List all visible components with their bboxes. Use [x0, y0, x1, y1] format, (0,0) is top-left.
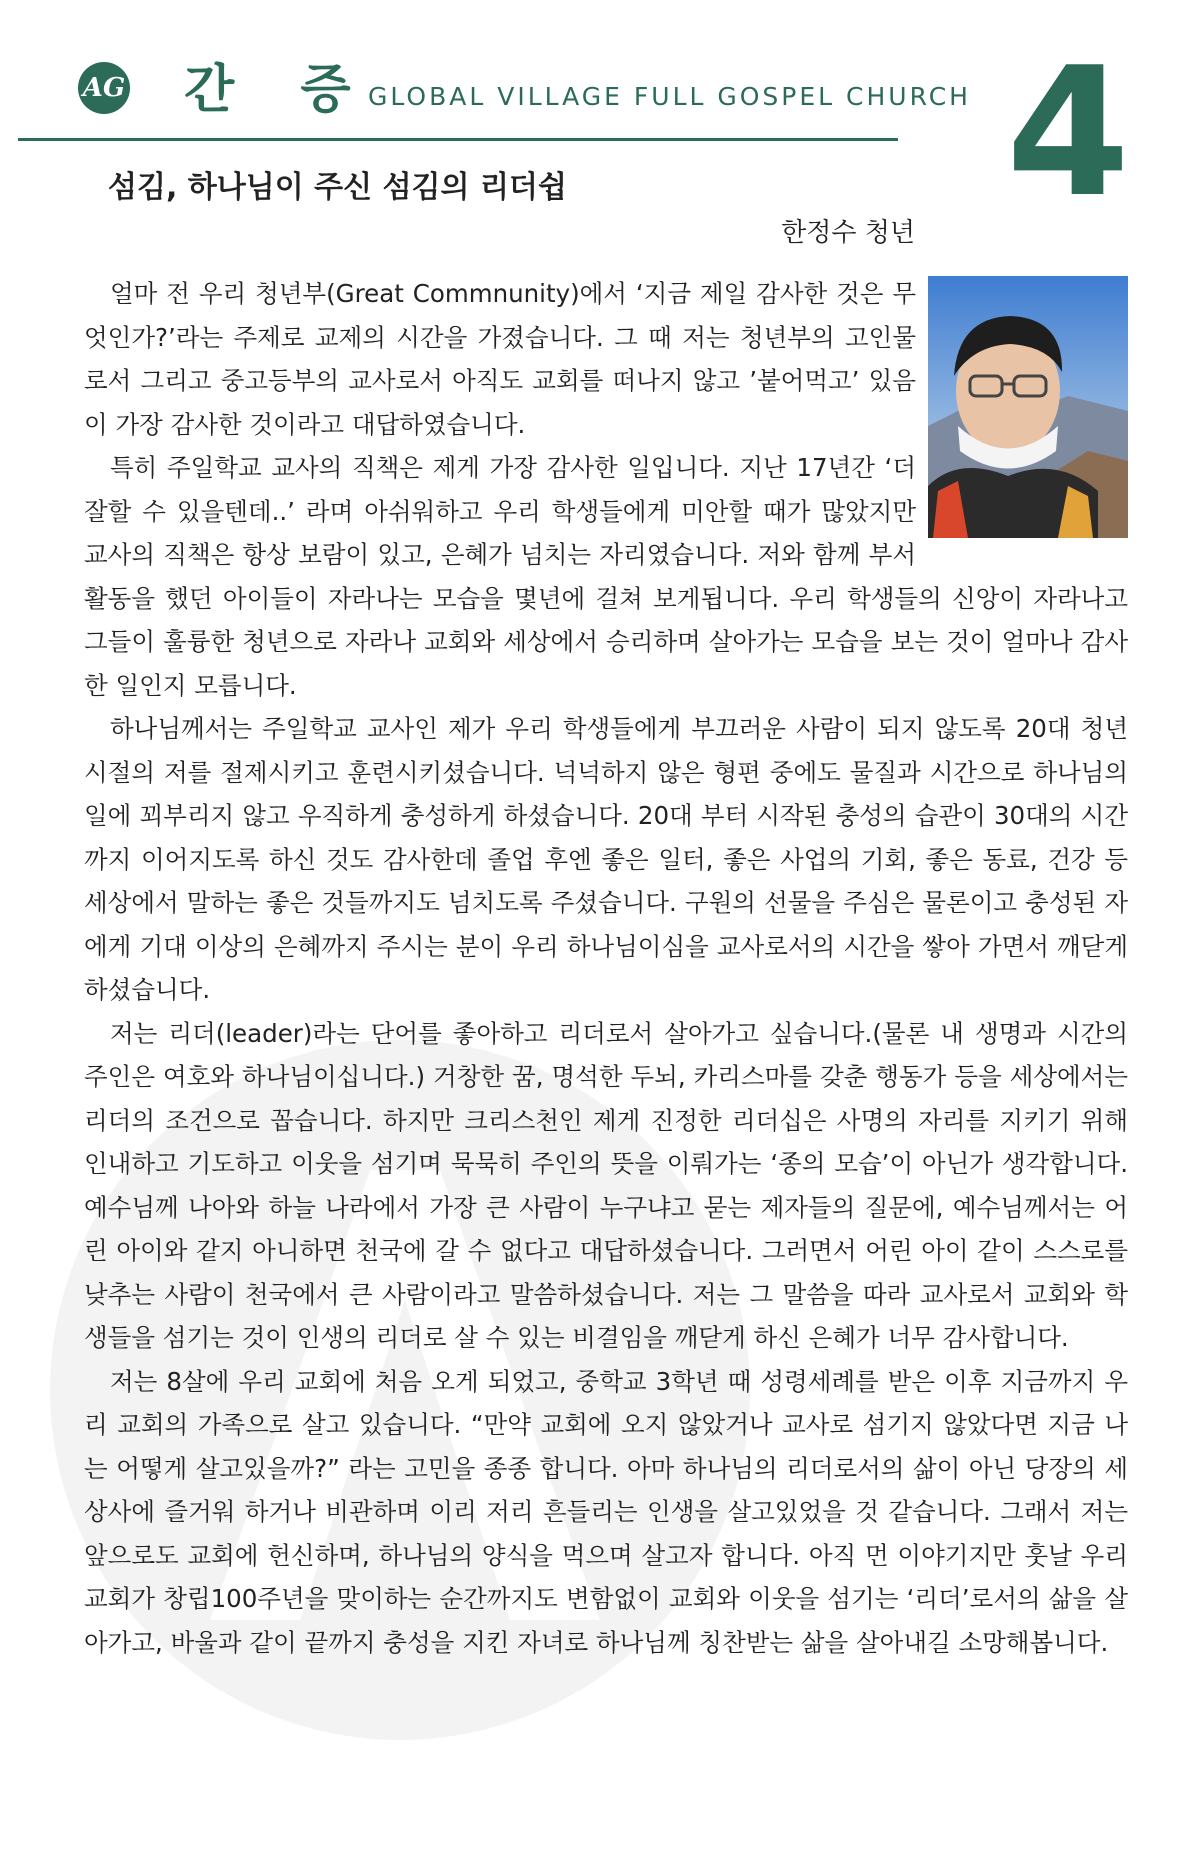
- paragraph: 저는 8살에 우리 교회에 처음 오게 되었고, 중학교 3학년 때 성령세례를 받은 이후 지금까지 우리 교회의 가족으로 살고 있습니다. “만약 교회에 오지 않았거나 교사로 섬기지 않았다면 지금 나는 어떻게 살고있을까?” 라는 고민을 종종 합니다. 아마 하나님의 리더로서의 삶이 아닌 당장의 세상사에 즐거워 하거나 비관하며 이리 저리 흔들리는 인생을 살고있었을 것 같습니다. 그래서 저는 앞으로도 교회에 헌신하며, 하나님의 양식을 먹으며 살고자 합니다. 아직 먼 이야기지만 훗날 우리 교회가 창립100주년을 맞이하는 순간까지도 변함없이 교회와 이웃을 섬기는 ‘리더’로서의 삶을 살아가고, 바울과 같이 끝까지 충성을 지킨 자녀로 하나님께 칭찬받는 삶을 살아내길 소망해봅니다.: [84, 1366, 1128, 1657]
- paragraph: 얼마 전 우리 청년부(Great Commnunity)에서 ‘지금 제일 감사한 것은 무엇인가?’라는 주제로 교제의 시간을 가졌습니다. 그 때 저는 청년부의 고인물로서 그리고 중고등부의 교사로서 아직도 교회를 떠나지 않고 ’붙어먹고’ 있음이 가장 감사한 것이라고 대답하였습니다.: [84, 279, 916, 439]
- header-divider: [18, 138, 898, 141]
- page-number: 4: [1006, 29, 1130, 236]
- section-title: 간 증: [184, 60, 375, 120]
- church-name: GLOBAL VILLAGE FULL GOSPEL CHURCH: [368, 82, 971, 111]
- paragraph: 저는 리더(leader)라는 단어를 좋아하고 리더로서 살아가고 싶습니다.(물론 내 생명과 시간의 주인은 여호와 하나님이십니다.) 거창한 꿈, 명석한 두뇌, 카리스마를 갖춘 행동가 등을 세상에서는 리더의 조건으로 꼽습니다. 하지만 크리스천인 제게 진정한 리더십은 사명의 자리를 지키기 위해 인내하고 기도하고 이웃을 섬기며 묵묵히 주인의 뜻을 이뤄가는 ‘종의 모습’이 아닌가 생각합니다. 예수님께 나아와 하늘 나라에서 가장 큰 사람이 누구냐고 묻는 제자들의 질문에, 예수님께서는 어린 아이와 같지 아니하면 천국에 갈 수 없다고 대답하셨습니다. 그러면서 어린 아이 같이 스스로를 낮추는 사람이 천국에서 큰 사람이라고 말씀하셨습니다. 저는 그 말씀을 따라 교사로서 교회와 학생들을 섬기는 것이 인생의 리더로 살 수 있는 비결임을 깨닫게 하신 은혜가 너무 감사합니다.: [84, 1018, 1128, 1352]
- article-title: 섬김, 하나님이 주신 섬김의 리더쉽: [108, 170, 567, 205]
- article-author: 한정수 청년: [781, 218, 915, 248]
- page-header: [18, 58, 971, 140]
- paragraph: 하나님께서는 주일학교 교사인 제가 우리 학생들에게 부끄러운 사람이 되지 않도록 20대 청년 시절의 저를 절제시키고 훈련시키셨습니다. 넉넉하지 않은 형편 중에도 물질과 시간으로 하나님의 일에 꾀부리지 않고 우직하게 충성하게 하셨습니다. 20대 부터 시작된 충성의 습관이 30대의 시간까지 이어지도록 하신 것도 감사한데 졸업 후엔 좋은 일터, 좋은 사업의 기회, 좋은 동료, 건강 등 세상에서 말하는 좋은 것들까지도 넘치도록 주셨습니다. 구원의 선물을 주심은 물론이고 충성된 자에게 기대 이상의 은혜까지 주시는 분이 우리 하나님이심을 교사로서의 시간을 쌓아 가면서 깨닫게 하셨습니다.: [84, 714, 1128, 1004]
- paragraph: 특히 주일학교 교사의 직책은 제게 가장 감사한 일입니다. 지난 17년간 ‘더 잘할 수 있을텐데..’ 라며 아쉬워하고 우리 학생들에게 미안할 때가 많았지만 교사의 직책은 항상 보람이 있고, 은혜가 넘치는 자리였습니다. 저와 함께 부서활동을 했던 아이들이 자라나는 모습을 몇년에 걸쳐 보게됩니다. 우리 학생들의 신앙이 자라나고 그들이 훌륭한 청년으로 자라나 교회와 세상에서 승리하며 살아가는 모습을 보는 것이 얼마나 감사한 일인지 모릅니다.: [84, 453, 1128, 700]
- author-photo: [928, 276, 1128, 538]
- church-logo-icon: AG: [78, 62, 130, 114]
